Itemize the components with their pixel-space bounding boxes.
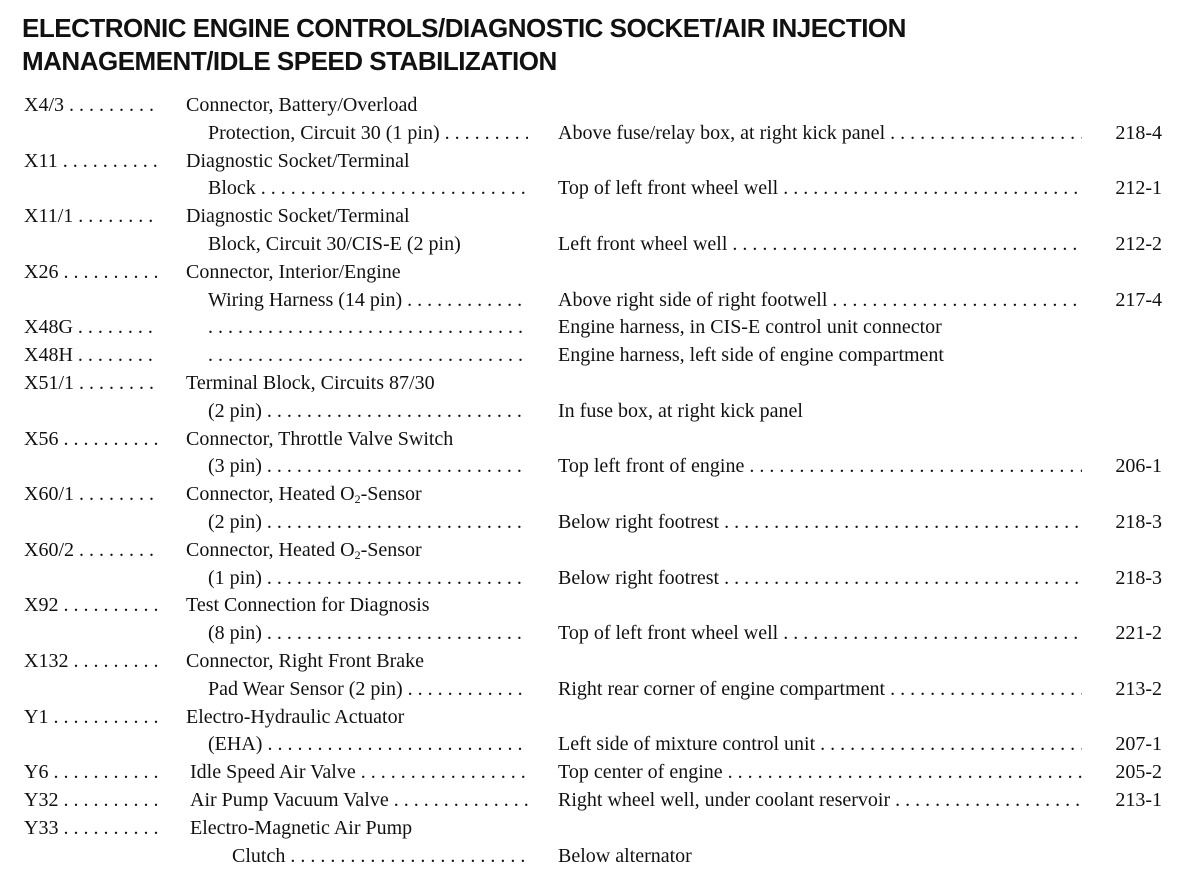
component-code: X132 . . . — [24, 648, 158, 676]
component-description: Connector, Heated $O_2$-Sensor — [186, 538, 422, 562]
component-code: Y33 . . . — [24, 815, 158, 843]
component-location: Top left front of engine . . . — [558, 453, 1082, 481]
component-location: Right wheel well, under coolant reservoir . . . — [558, 787, 1082, 815]
component-code: X26 . . . — [24, 259, 158, 287]
list-item — [0, 787, 1200, 815]
component-location: Top of left front wheel well . . . — [558, 175, 1082, 203]
page-reference: 218-3 — [1115, 510, 1162, 533]
page-reference: 213-2 — [1115, 677, 1162, 700]
component-code: X51/1 . . . — [24, 370, 158, 398]
list-item — [0, 481, 1200, 537]
component-code: X4/3 . . . — [24, 92, 158, 120]
component-location: Below right footrest . . . — [558, 509, 1082, 537]
component-description: Idle Speed Air Valve . . . — [190, 759, 528, 787]
list-item — [0, 759, 1200, 787]
component-code: X48H . . . — [24, 342, 158, 370]
title-line-1: ELECTRONIC ENGINE CONTROLS/DIAGNOSTIC SOCKET/AIR INJECTION — [22, 13, 906, 43]
component-description-continued: (2 pin) . . . — [208, 509, 528, 537]
list-item — [0, 342, 1200, 370]
component-code: Y6 . . . — [24, 759, 158, 787]
component-description-continued: Block, Circuit 30/CIS-E (2 pin) — [208, 232, 461, 255]
component-description-continued: Pad Wear Sensor (2 pin) . . . — [208, 676, 528, 704]
component-description: Diagnostic Socket/Terminal — [186, 149, 410, 172]
list-item — [0, 314, 1200, 342]
list-item — [0, 92, 1200, 148]
component-description-continued: (3 pin) . . . — [208, 453, 528, 481]
component-description-continued: Protection, Circuit 30 (1 pin) . . . — [208, 120, 528, 148]
component-code: X92 . . . — [24, 592, 158, 620]
component-description: Test Connection for Diagnosis — [186, 594, 430, 617]
component-code: X11/1 . . . — [24, 203, 158, 231]
component-location: Left side of mixture control unit . . . — [558, 731, 1082, 759]
component-code: Y1 . . . — [24, 704, 158, 732]
list-item — [0, 148, 1200, 204]
page-reference: 206-1 — [1115, 455, 1162, 478]
component-description-continued: Clutch . . . — [232, 843, 528, 871]
component-code: X60/1 . . . — [24, 481, 158, 509]
component-code: Y32 . . . — [24, 787, 158, 815]
component-location-list — [0, 92, 1200, 870]
component-location: Above right side of right footwell . . . — [558, 287, 1082, 315]
component-location: Engine harness, in CIS-E control unit connector — [558, 316, 942, 339]
list-item — [0, 370, 1200, 426]
list-item — [0, 648, 1200, 704]
component-description-continued: (2 pin) . . . — [208, 398, 528, 426]
list-item — [0, 259, 1200, 315]
page-reference: 207-1 — [1115, 733, 1162, 756]
component-code: X56 . . . — [24, 426, 158, 454]
page-title — [22, 12, 906, 78]
list-item — [0, 704, 1200, 760]
description-leader — [208, 314, 528, 342]
component-description: Connector, Interior/Engine — [186, 260, 401, 283]
component-location: Below alternator — [558, 844, 692, 867]
component-location: Left front wheel well . . . — [558, 231, 1082, 259]
page-reference: 205-2 — [1115, 761, 1162, 784]
component-location: In fuse box, at right kick panel — [558, 399, 803, 422]
component-description: Connector, Throttle Valve Switch — [186, 427, 454, 450]
component-location: Engine harness, left side of engine compartment — [558, 344, 944, 367]
component-location: Top of left front wheel well . . . — [558, 620, 1082, 648]
list-item — [0, 537, 1200, 593]
component-description: Diagnostic Socket/Terminal — [186, 205, 410, 228]
component-description-continued: Wiring Harness (14 pin) . . . — [208, 287, 528, 315]
page-reference: 212-1 — [1115, 177, 1162, 200]
component-description: Terminal Block, Circuits 87/30 — [186, 371, 435, 394]
list-item — [0, 426, 1200, 482]
component-description-continued: (EHA) . . . — [208, 731, 528, 759]
component-code: X60/2 . . . — [24, 537, 158, 565]
page-reference: 218-3 — [1115, 566, 1162, 589]
page-reference: 221-2 — [1115, 622, 1162, 645]
component-code: X11 . . . — [24, 148, 158, 176]
component-location: Below right footrest . . . — [558, 565, 1082, 593]
list-item — [0, 815, 1200, 871]
component-description-continued: (8 pin) . . . — [208, 620, 528, 648]
page-reference: 213-1 — [1115, 788, 1162, 811]
list-item — [0, 203, 1200, 259]
page-reference: 217-4 — [1115, 288, 1162, 311]
component-description: Electro-Magnetic Air Pump — [190, 816, 413, 839]
component-description: Electro-Hydraulic Actuator — [186, 705, 405, 728]
component-description-continued: (1 pin) . . . — [208, 565, 528, 593]
component-location: Top center of engine . . . — [558, 759, 1082, 787]
page-reference: 212-2 — [1115, 232, 1162, 255]
component-description: Connector, Right Front Brake — [186, 649, 425, 672]
title-line-2: MANAGEMENT/IDLE SPEED STABILIZATION — [22, 46, 557, 76]
component-code: X48G . . . — [24, 314, 158, 342]
page-reference: 218-4 — [1115, 121, 1162, 144]
component-description-continued: Block . . . — [208, 175, 528, 203]
description-leader — [208, 342, 528, 370]
component-description: Connector, Heated $O_2$-Sensor — [186, 483, 422, 507]
component-description: Connector, Battery/Overload — [186, 94, 418, 116]
component-location: Above fuse/relay box, at right kick panel . . . — [558, 120, 1082, 148]
component-location: Right rear corner of engine compartment . . . — [558, 676, 1082, 704]
list-item — [0, 592, 1200, 648]
component-description: Air Pump Vacuum Valve . . . — [190, 787, 528, 815]
